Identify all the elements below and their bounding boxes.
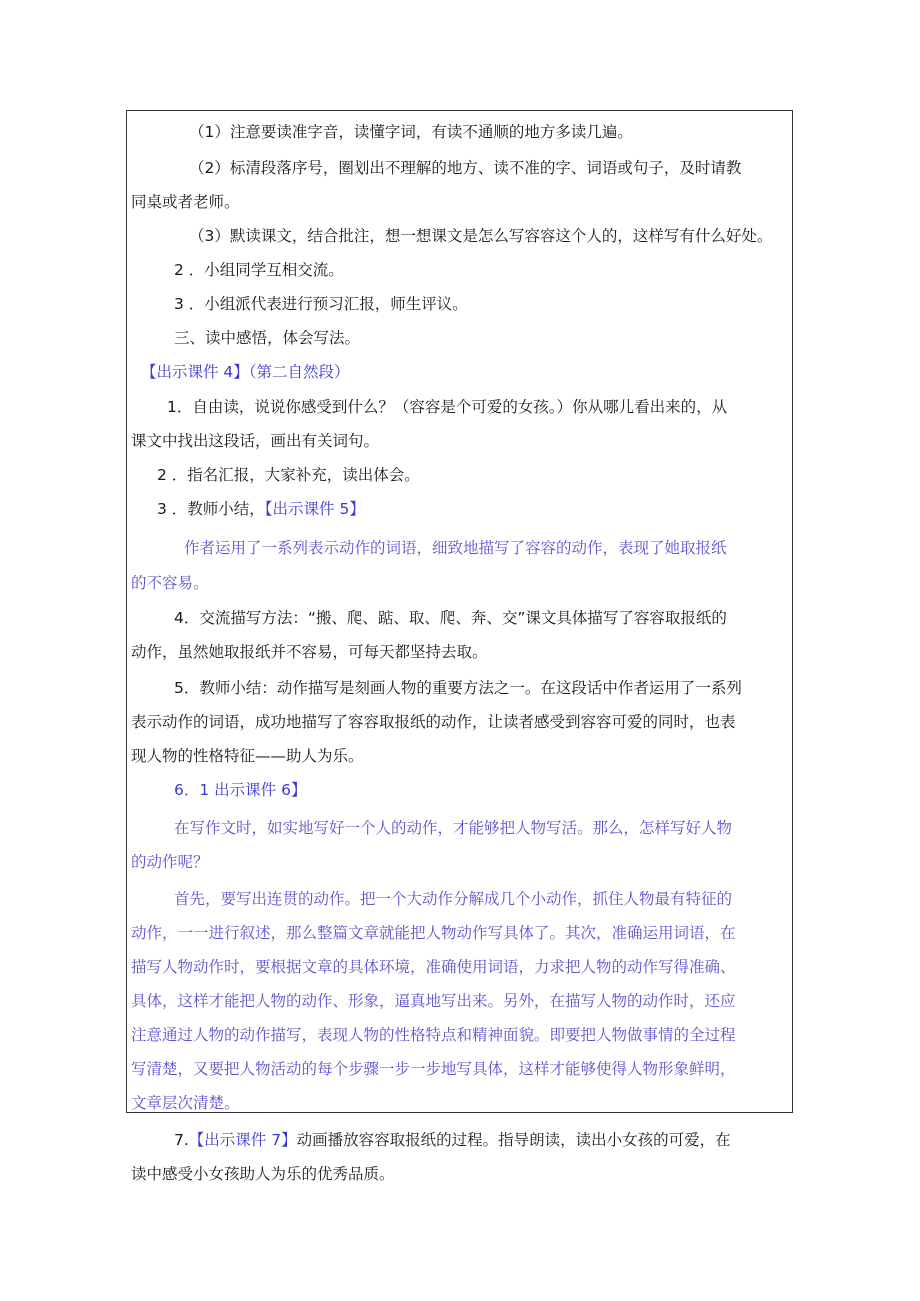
- note-line-1: （1）注意要读准字音，读懂字词，有读不通顺的地方多读几遍。: [189, 123, 633, 141]
- method-c: 描写人物动作时，要根据文章的具体环境，准确使用词语，力求把人物的动作写得准确、: [131, 958, 736, 976]
- courseware-7-label: 【出示课件 7】: [188, 1131, 297, 1149]
- activity-7a: [174, 1130, 731, 1150]
- step-2: 2 ．小组同学互相交流。: [174, 261, 344, 279]
- note-line-3: （3）默读课文，结合批注，想一想课文是怎么写容容这个人的，这样写有什么好处。: [189, 227, 773, 245]
- note-line-2b: 同桌或者老师。: [131, 193, 240, 211]
- courseware-4-label: 【出示课件 4】（第二自然段）: [141, 363, 350, 381]
- summary-a: 作者运用了一系列表示动作的词语，细致地描写了容容的动作，表现了她取报纸: [184, 539, 727, 557]
- method-d: 具体，这样才能把人物的动作、形象，逼真地写出来。另外，在描写人物的动作时，还应: [131, 992, 736, 1010]
- courseware-6-label: 6．1 出示课件 6】: [174, 781, 307, 799]
- method-g: 文章层次清楚。: [131, 1094, 240, 1112]
- activity-3-text: 3 ．教师小结，: [157, 500, 265, 518]
- summary-b: 的不容易。: [131, 574, 209, 592]
- activity-4b: 动作，虽然她取报纸并不容易，可每天都坚持去取。: [131, 643, 488, 661]
- activity-7-text: 动画播放容容取报纸的过程。指导朗读，读出小女孩的可爱，在: [296, 1131, 731, 1149]
- activity-3: [157, 499, 365, 519]
- method-f: 写清楚，又要把人物活动的每个步骤一步一步地写具体，这样才能够使得人物形象鲜明，: [131, 1060, 736, 1078]
- activity-7-number: 7.: [174, 1131, 189, 1149]
- courseware-5-label: 【出示课件 5】: [264, 500, 365, 518]
- method-e: 注意通过人物的动作描写，表现人物的性格特点和精神面貌。即要把人物做事情的全过程: [131, 1026, 736, 1044]
- writing-tip-b: 的动作呢？: [131, 853, 209, 871]
- activity-1b: 课文中找出这段话，画出有关词句。: [131, 432, 380, 450]
- activity-2: 2 ．指名汇报，大家补充，读出体会。: [157, 466, 420, 484]
- activity-1a: 1．自由读，说说你感受到什么？（容容是个可爱的女孩。）你从哪儿看出来的，从: [167, 398, 728, 416]
- activity-5b: 表示动作的词语，成功地描写了容容取报纸的动作，让读者感受到容容可爱的同时，也表: [131, 713, 736, 731]
- writing-tip-a: 在写作文时，如实地写好一个人的动作，才能够把人物写活。那么，怎样写好人物: [174, 819, 733, 837]
- step-3: 3 ．小组派代表进行预习汇报，师生评议。: [174, 295, 468, 313]
- method-b: 动作，一一进行叙述，那么整篇文章就能把人物动作写具体了。其次，准确运用词语，在: [131, 924, 736, 942]
- section-heading: 三、读中感悟，体会写法。: [174, 329, 361, 347]
- activity-5c: 现人物的性格特征——助人为乐。: [131, 747, 364, 765]
- activity-5a: 5．教师小结：动作描写是刻画人物的重要方法之一。在这段话中作者运用了一系列: [174, 679, 742, 697]
- method-a: 首先，要写出连贯的动作。把一个大动作分解成几个小动作，抓住人物最有特征的: [174, 890, 733, 908]
- note-line-2a: （2）标清段落序号，圈划出不理解的地方、读不准的字、词语或句子，及时请教: [189, 159, 742, 177]
- activity-7b: 读中感受小女孩助人为乐的优秀品质。: [131, 1165, 395, 1183]
- activity-4a: 4．交流描写方法：“搬、爬、踮、取、爬、奔、交”课文具体描写了容容取报纸的: [174, 609, 727, 627]
